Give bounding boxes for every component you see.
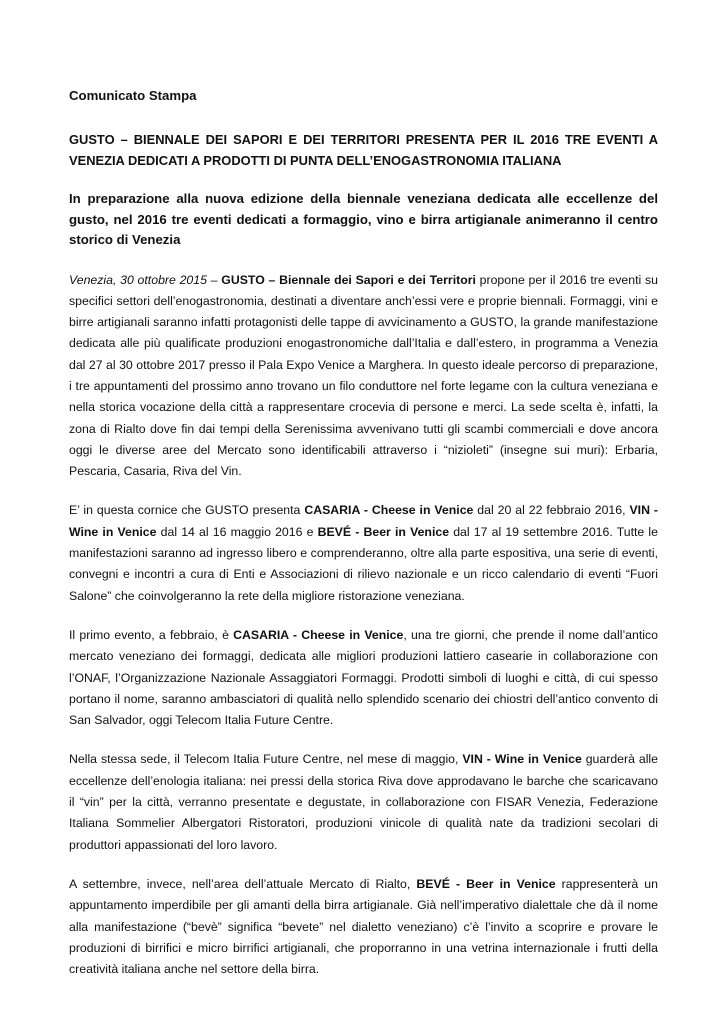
paragraph-beve [69, 874, 658, 980]
paragraph-text: E’ in questa cornice che GUSTO presenta [69, 503, 305, 518]
paragraph-text: Nella stessa sede, il Telecom Italia Future Centre, nel mese di maggio, [69, 752, 463, 767]
paragraph-text: , una tre giorni, che prende il nome dall’antico mercato veneziano dei formaggi, dedicata alle migliori produzioni lattiero casearie in collaborazione con l’ONAF, l’Organizzazione Nazionale Assaggiatori Formaggi. Prodotti simboli di luoghi e città, di cui spesso portano il nome, saranno ambasciatori di qualità nello splendido scenario dei chiostri dell’antico convento di San Salvador, oggi Telecom Italia Future Centre. [69, 627, 658, 728]
event-casaria: CASARIA - Cheese in Venice [304, 503, 474, 518]
event-vin: VIN - Wine in Venice [69, 503, 658, 539]
event-name: GUSTO – Biennale dei Sapori e dei Territori [221, 272, 476, 287]
event-beve: BEVÉ - Beer in Venice [416, 876, 556, 891]
headline: GUSTO – BIENNALE DEI SAPORI E DEI TERRITORI PRESENTA PER IL 2016 TRE EVENTI A VENEZIA DEDICATI A PRODOTTI DI PUNTA DELL’ENOGASTRONOMIA ITALIANA [69, 132, 658, 168]
press-release-label: Comunicato Stampa [69, 88, 197, 103]
paragraph-text: dal 14 al 16 maggio 2016 e [156, 524, 318, 539]
paragraph-text: rappresenterà un appuntamento imperdibile per gli amanti della birra artigianale. Già nell’imperativo dialettale che dà il nome alla manifestazione (“bevè” significa “bevete” nel dialetto veneziano) c’è l’invito a scoprire e provare le produzioni di birrifici e micro birrifici artigianali, che proporranno in una vetrina internazionale i frutti della creatività italiana anche nel settore della birra. [69, 876, 658, 977]
event-vin: VIN - Wine in Venice [462, 752, 582, 767]
paragraph-text: dal 20 al 22 febbraio 2016, [473, 503, 630, 518]
subheadline: In preparazione alla nuova edizione della biennale veneziana dedicata alle eccellenze del gusto, nel 2016 tre eventi dedicati a formaggio, vino e birra artigianale animeranno il centro storico di Venezia [69, 191, 658, 247]
paragraph-text: A settembre, invece, nell’area dell’attuale Mercato di Rialto, [69, 876, 417, 891]
paragraph-text: Il primo evento, a febbraio, è [69, 627, 234, 642]
paragraph-intro [69, 270, 658, 483]
paragraph-text: propone per il 2016 tre eventi su specifici settori dell’enogastronomia, destinati a diventare anch’essi vere e proprie biennali. Formaggi, vini e birre artigianali saranno infatti protagonisti delle tappe di avvicinamento a GUSTO, la grande manifestazione dedicata alle più qualificate produzioni enogastronomiche dall’Italia e dall’estero, in programma a Venezia dal 27 al 30 ottobre 2017 presso il Pala Expo Venice a Marghera. In questo ideale percorso di preparazione, i tre appuntamenti del prossimo anno trovano un filo conduttore nel forte legame con la cultura veneziana e nella storica vocazione della città a rappresentare crocevia di persone e merci. La sede scelta è, infatti, la zona di Rialto dove fin dai tempi della Serenissima avvenivano tutti gli scambi commerciali e dove ancora oggi le diverse aree del Mercato sono identificabili attraverso i “nizioleti” (insegne sui muri): Erbaria, Pescaria, Casaria, Riva del Vin. [69, 272, 658, 479]
dateline-dash: – [206, 272, 222, 287]
event-casaria: CASARIA - Cheese in Venice [233, 627, 404, 642]
paragraph-vin [69, 749, 658, 855]
paragraph-events [69, 500, 658, 606]
paragraph-text: guarderà alle eccellenze dell’enologia italiana: nei pressi della storica Riva dove approdavano le barche che scaricavano il “vin” per la città, verranno presentate e degustate, in collaborazione con FISAR Venezia, Federazione Italiana Sommelier Albergatori Ristoratori, produzioni vinicole di qualità nate da tradizioni secolari di produttori appassionati del loro lavoro. [69, 752, 659, 852]
dateline: Venezia, 30 ottobre 2015 [69, 272, 207, 287]
event-beve: BEVÉ - Beer in Venice [317, 524, 450, 539]
paragraph-casaria [69, 625, 658, 731]
paragraph-text: dal 17 al 19 settembre 2016. Tutte le manifestazioni saranno ad ingresso libero e comprenderanno, oltre alla parte espositiva, una serie di eventi, convegni e incontri a cura di Enti e Associazioni di rilievo nazionale e un ricco calendario di eventi “Fuori Salone” che coinvolgeranno la rete della migliore ristorazione veneziana. [69, 524, 658, 603]
